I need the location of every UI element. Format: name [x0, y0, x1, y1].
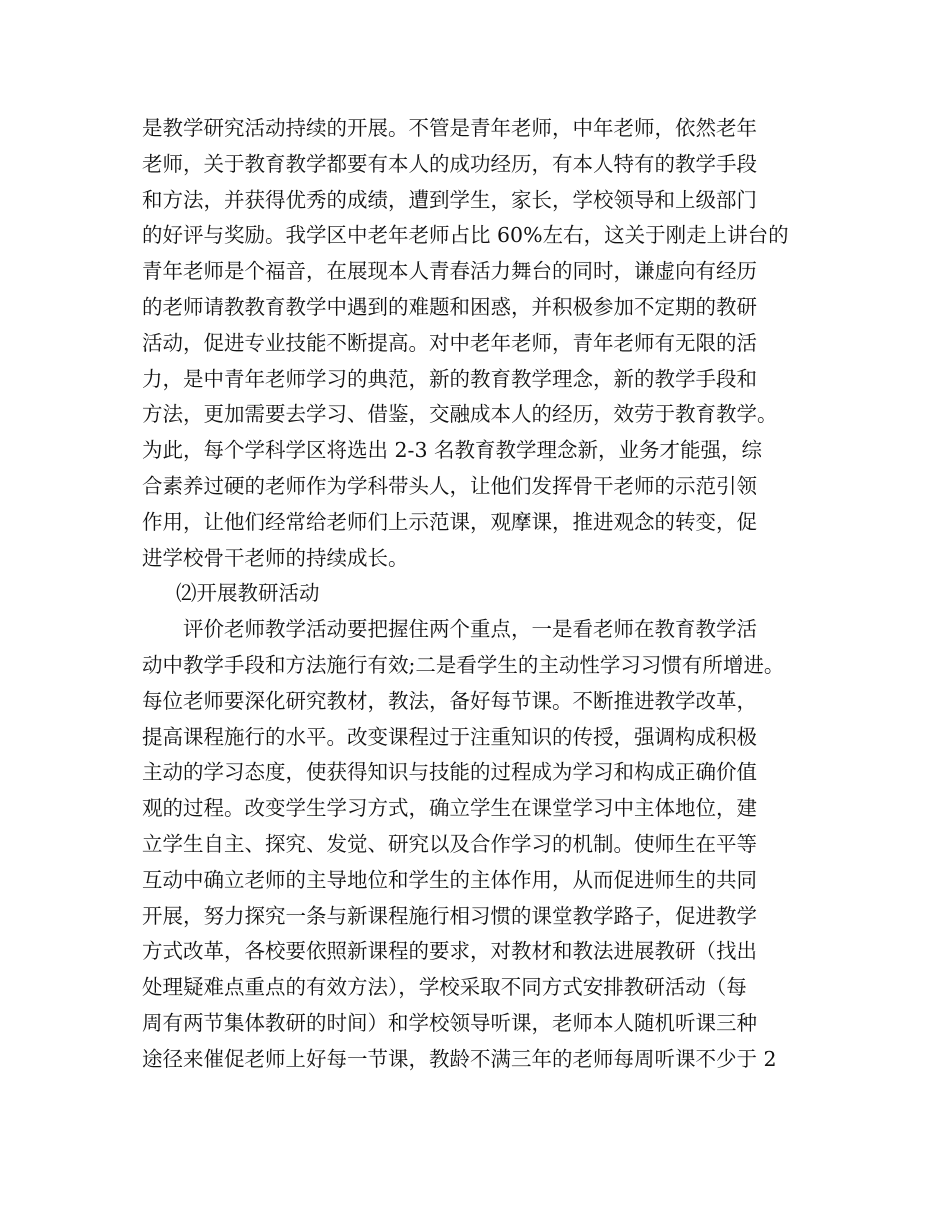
text-line: 观的过程。改变学生学习方式，确立学生在课堂学习中主体地位，建 — [142, 796, 757, 821]
text-line: 周有两节集体教研的时间）和学校领导听课，老师本人随机听课三种 — [142, 1010, 757, 1035]
text-line: 每位老师要深化研究教材，教法，备好每节课。不断推进教学改革， — [142, 688, 757, 713]
section-heading: ⑵开展教研活动 — [176, 581, 320, 606]
text-line: 动中教学手段和方法施行有效;二是看学生的主动性学习习惯有所增进。 — [142, 652, 785, 677]
text-line: 青年老师是个福音，在展现本人青春活力舞台的同时，谦虚向有经历 — [142, 259, 757, 284]
text-line: 为此，每个学科学区将选出 2-3 名教育教学理念新，业务才能强，综 — [142, 438, 763, 463]
text-line: 立学生自主、探究、发觉、研究以及合作学习的机制。使师生在平等 — [142, 831, 757, 856]
text-line: 是教学研究活动持续的开展。不管是青年老师，中年老师，依然老年 — [142, 116, 757, 140]
text-line: 处理疑难点重点的有效方法），学校采取不同方式安排教研活动（每 — [142, 975, 747, 1000]
text-line: 的好评与奖励。我学区中老年老师占比 60%左右，这关于刚走上讲台的 — [142, 223, 789, 248]
text-line: 合素养过硬的老师作为学科带头人，让他们发挥骨干老师的示范引领 — [142, 473, 757, 498]
text-line: 开展，努力探究一条与新课程施行相习惯的课堂教学路子，促进教学 — [142, 903, 757, 928]
text-line: 活动，促进专业技能不断提高。对中老年老师，青年老师有无限的活 — [142, 330, 757, 355]
document-body — [142, 111, 832, 1078]
paragraph-2 — [142, 612, 832, 1077]
text-line: 评价老师教学活动要把握住两个重点，一是看老师在教育教学活 — [183, 617, 757, 642]
text-line: 方法，更加需要去学习、借鉴，交融成本人的经历，效劳于教育教学。 — [142, 402, 778, 427]
text-line: 主动的学习态度，使获得知识与技能的过程成为学习和构成正确价值 — [142, 760, 757, 785]
text-line: 途径来催促老师上好每一节课，教龄不满三年的老师每周听课不少于 2 — [142, 1046, 777, 1071]
text-line: 和方法，并获得优秀的成绩，遭到学生，家长，学校领导和上级部门 — [142, 187, 757, 212]
text-line: 老师，关于教育教学都要有本人的成功经历，有本人特有的教学手段 — [142, 151, 757, 176]
text-line: 力，是中青年老师学习的典范，新的教育教学理念，新的教学手段和 — [142, 366, 757, 391]
paragraph-1 — [142, 111, 832, 576]
text-line: 提高课程施行的水平。改变课程过于注重知识的传授，强调构成积极 — [142, 724, 757, 749]
text-line: 进学校骨干老师的持续成长。 — [142, 545, 409, 570]
text-line: 的老师请教教育教学中遇到的难题和困惑，并积极参加不定期的教研 — [142, 294, 757, 319]
text-line: 互动中确立老师的主导地位和学生的主体作用，从而促进师生的共同 — [142, 867, 757, 892]
text-line: 方式改革，各校要依照新课程的要求，对教材和教法进展教研（找出 — [142, 939, 757, 964]
text-line: 作用，让他们经常给老师们上示范课，观摩课，推进观念的转变，促 — [142, 509, 757, 534]
